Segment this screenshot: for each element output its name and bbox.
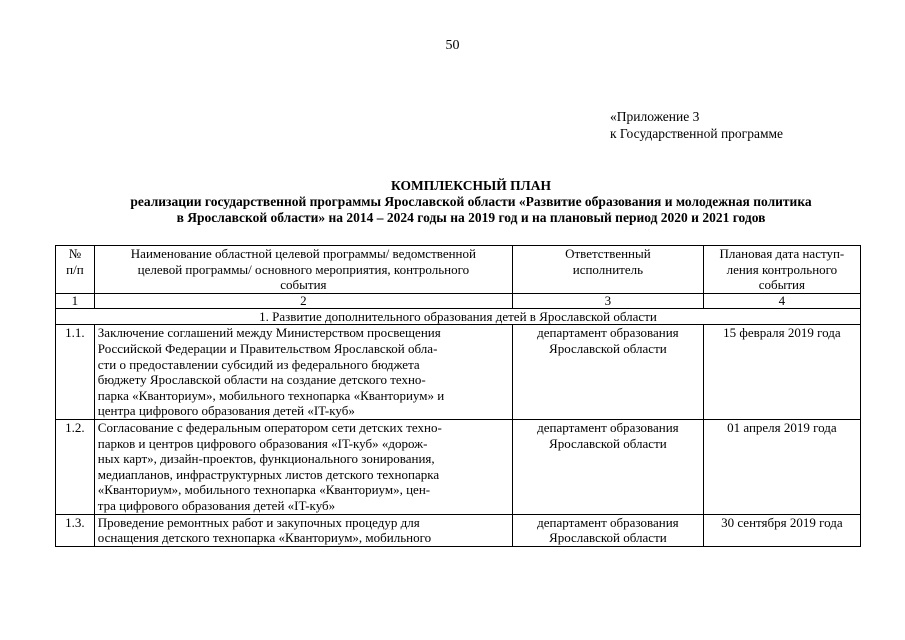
appendix-line: к Государственной программе	[610, 126, 784, 141]
row-date: 15 февраля 2019 года	[703, 325, 860, 420]
row-executor: департамент образования Ярославской области	[513, 419, 704, 514]
section-row	[56, 308, 861, 325]
title-subtitle-line: реализации государственной программы Ярославской области «Развитие образования и молодежная политика	[130, 194, 812, 209]
appendix-line: «Приложение 3	[610, 109, 700, 124]
row-date: 30 сентября 2019 года	[703, 514, 860, 546]
document-title	[40, 178, 902, 226]
header-row	[56, 246, 861, 294]
table-row	[56, 419, 861, 514]
row-number: 1.1.	[56, 325, 95, 420]
page-number: 50	[445, 38, 460, 53]
column-number-row	[56, 293, 861, 308]
row-number: 1.2.	[56, 419, 95, 514]
section-title: 1. Развитие дополнительного образования детей в Ярославской области	[56, 308, 861, 325]
header-num: № п/п	[56, 246, 95, 294]
row-name: Проведение ремонтных работ и закупочных процедур для оснащения детского технопарка «Кванториум», мобильного	[94, 514, 512, 546]
appendix-reference	[610, 108, 783, 142]
row-name: Заключение соглашений между Министерством просвещения Российской Федерации и Правительством Ярославской обла- сти о предоставлении субсидий из федерального бюджета бюджету Ярославской области на создание детского техно- парка «Кванториум», мобильного технопарка «Кванториум» и центра цифрового образования детей «IT-куб»	[94, 325, 512, 420]
table-row	[56, 514, 861, 546]
column-number: 3	[513, 293, 704, 308]
column-number: 4	[703, 293, 860, 308]
row-executor: департамент образования Ярославской области	[513, 514, 704, 546]
row-executor: департамент образования Ярославской области	[513, 325, 704, 420]
title-subtitle-line: в Ярославской области» на 2014 – 2024 годы на 2019 год и на плановый период 2020 и 2021 годов	[176, 210, 766, 225]
row-name: Согласование с федеральным оператором сети детских техно- парков и центров цифрового образования «IT-куб» «дорож- ных карт», дизайн-проектов, функционального зонирования, медиапланов, инфраструктурных листов детского технопарка «Кванториум», мобильного технопарка «Кванториум», цен- тра цифрового образования детей «IT-куб»	[94, 419, 512, 514]
header-name: Наименование областной целевой программы/ ведомственной целевой программы/ основного мероприятия, контрольного события	[94, 246, 512, 294]
header-date: Плановая дата наступ- ления контрольного события	[703, 246, 860, 294]
row-number: 1.3.	[56, 514, 95, 546]
column-number: 1	[56, 293, 95, 308]
row-date: 01 апреля 2019 года	[703, 419, 860, 514]
header-executor: Ответственный исполнитель	[513, 246, 704, 294]
title-heading: КОМПЛЕКСНЫЙ ПЛАН	[391, 178, 551, 193]
column-number: 2	[94, 293, 512, 308]
plan-table	[55, 245, 861, 547]
table-row	[56, 325, 861, 420]
